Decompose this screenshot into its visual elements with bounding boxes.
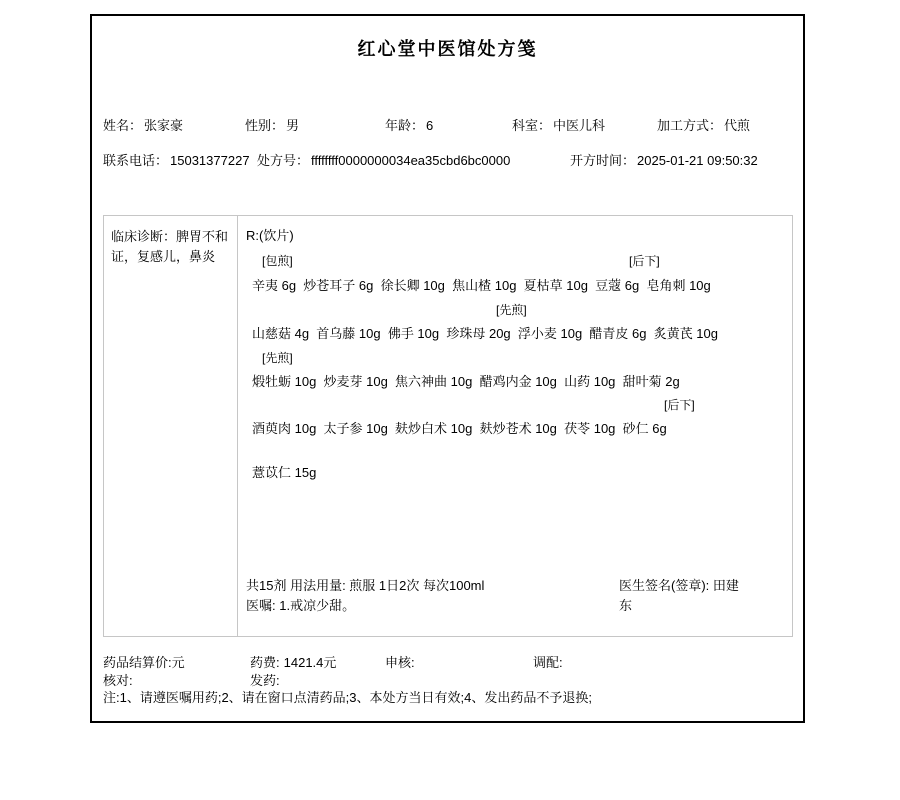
processing-method-field [657, 115, 750, 134]
issue-time-label: 开方时间： [570, 153, 636, 168]
medicine-line-2: 山慈菇 4g 首乌藤 10g 佛手 10g 珍珠母 20g 浮小麦 10g 醋青皮 6g 炙黄芪 10g [252, 326, 718, 341]
decoction-annotation-row-2 [238, 303, 792, 318]
patient-name-value: 张家豪 [144, 118, 184, 133]
review-field: 申核: [385, 655, 415, 670]
phone-field [103, 150, 250, 169]
decoction-annotation-row-4 [238, 398, 792, 413]
medicine-line-4: 酒萸肉 10g 太子参 10g 麸炒白术 10g 麸炒苍术 10g 茯苓 10g 砂仁 6g [252, 421, 667, 436]
rx-content [238, 216, 792, 636]
issue-time-value: 2025-01-21 09:50:32 [637, 153, 758, 168]
processing-method-label: 加工方式： [657, 118, 723, 133]
patient-gender-label: 性别： [245, 118, 285, 133]
fee-value: 1421.4元 [283, 655, 337, 670]
issue-time-field [570, 150, 758, 169]
patient-age-value: 6 [426, 118, 434, 133]
dosage-instructions: 共15剂 用法用量: 煎服 1日2次 每次100ml [246, 578, 485, 593]
usage-note: 注:1、请遵医嘱用药;2、请在窗口点清药品;3、本处方当日有效;4、发出药品不予退换; [103, 690, 592, 705]
annotation-houxia-1: [后下] [629, 254, 660, 268]
fee-label: 药费: [250, 655, 280, 670]
patient-name-label: 姓名： [103, 118, 143, 133]
patient-age-label: 年龄： [385, 118, 425, 133]
dispense-field: 发药: [250, 673, 280, 688]
prescription-sheet [90, 14, 805, 723]
decoction-annotation-row-1 [238, 254, 792, 269]
doctor-signature: 医生签名(签章): 田建东 [619, 578, 739, 613]
patient-gender-value: 男 [286, 118, 300, 133]
patient-department-label: 科室： [512, 118, 552, 133]
patient-gender-field [245, 115, 299, 134]
medicine-line-1: 辛夷 6g 炒苍耳子 6g 徐长卿 10g 焦山楂 10g 夏枯草 10g 豆蔻 6g 皂角刺 10g [252, 278, 711, 293]
medicine-line-5: 薏苡仁 15g [252, 465, 317, 480]
annotation-xianjian-2: [先煎] [262, 351, 293, 365]
rx-number-value: ffffffff0000000034ea35cbd6bc0000 [311, 153, 511, 168]
rx-header: R:(饮片) [246, 228, 294, 243]
fee-field [250, 652, 336, 671]
patient-department-field [512, 115, 605, 134]
prescription-body-box [103, 215, 793, 637]
clinical-diagnosis: 临床诊断：脾胃不和证，复感儿，鼻炎 [104, 216, 238, 636]
decoction-annotation-row-3 [238, 351, 792, 366]
check-field: 核对: [103, 673, 133, 688]
usage-summary-row [246, 576, 792, 616]
patient-name-field [103, 115, 183, 134]
usage-summary [246, 576, 616, 616]
annotation-xianjian-1: [先煎] [496, 303, 527, 317]
processing-method-value: 代煎 [724, 118, 751, 133]
annotation-houxia-2: [后下] [664, 398, 695, 412]
page-title: 红心堂中医馆处方笺 [357, 39, 538, 59]
rx-number-field [257, 150, 510, 169]
phone-label: 联系电话： [103, 153, 169, 168]
prepare-field: 调配: [533, 655, 563, 670]
settlement-price-field: 药品结算价:元 [103, 655, 185, 670]
annotation-baojian: [包煎] [262, 254, 293, 268]
rx-number-label: 处方号： [257, 153, 310, 168]
patient-age-field [385, 115, 433, 134]
patient-department-value: 中医儿科 [553, 118, 606, 133]
medical-advice: 医嘱: 1.戒凉少甜。 [246, 598, 356, 613]
phone-value: 15031377227 [170, 153, 250, 168]
medicine-line-3: 煅牡蛎 10g 炒麦芽 10g 焦六神曲 10g 醋鸡内金 10g 山药 10g 甜叶菊 2g [252, 374, 680, 389]
